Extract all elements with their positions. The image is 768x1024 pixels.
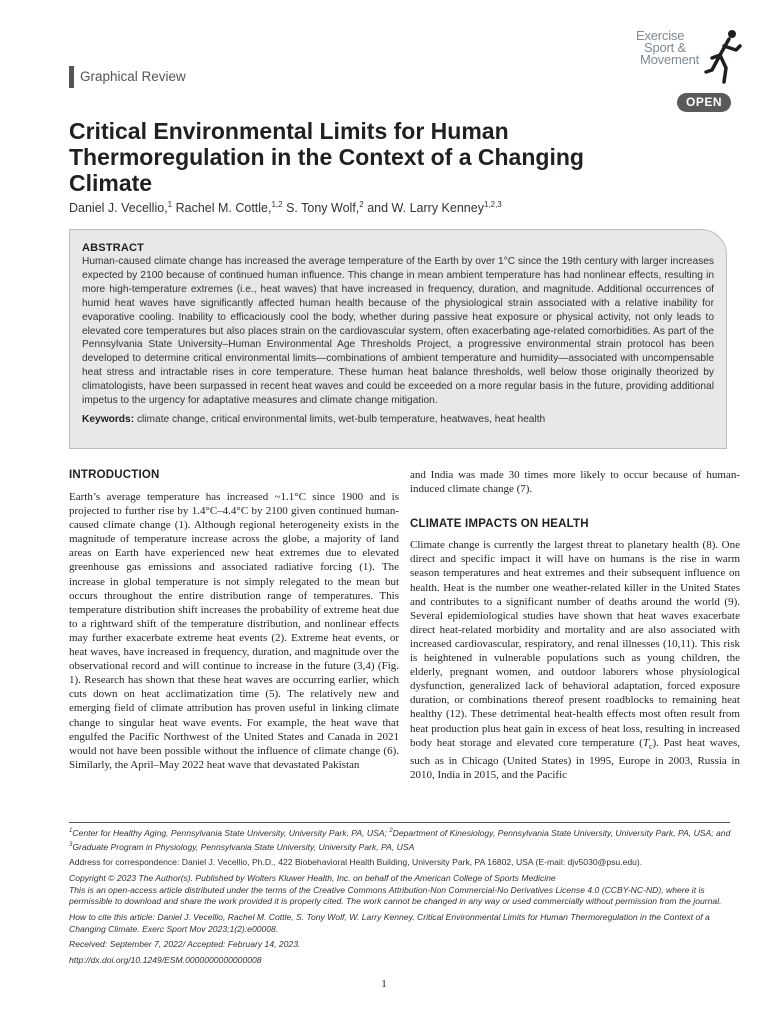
section-heading-climate-impacts: CLIMATE IMPACTS ON HEALTH	[410, 518, 589, 531]
section-heading-introduction: INTRODUCTION	[69, 469, 160, 481]
author-name: S. Tony Wolf,	[286, 201, 360, 216]
paragraph-text: Climate change is currently the largest threat to planetary health (8). One direct and specific impact it will have on humans is the rise in warm season temperatures and heat extremes and their subsequent influence on health. Heat is the number one weather-related killer in the United States and contributes to a significant number of deaths around the world (9). Several epidemiological studies have shown that heat waves exacerbate direct heat-related morbidity and mortality and are also associated with increased cardiovascular, respiratory, and renal illnesses (10,11). This risk is heightened in vulnerable populations such as young children, the elderly, pregnant women, and outdoor laborers whose physiological dysfunction, generalized lack of behavioral adaptation, forced exposure duration, or combinations thereof present roadblocks to remaining heat healthy (12). These detrimental heat-health effects most often result from heat production plus heat gain in excess of heat loss, resulting in increased body heat storage and elevated core temperature (	[410, 539, 740, 749]
affiliation-number: 1	[69, 828, 73, 834]
author-name: Daniel J. Vecellio,	[69, 201, 168, 216]
keywords	[82, 413, 714, 427]
keywords-label: Keywords:	[82, 413, 135, 425]
affiliation-text: Department of Kinesiology, Pennsylvania State University, University Park, PA, USA; and	[392, 827, 731, 838]
introduction-continuation: and India was made 30 times more likely to occur because of human-induced climate change (7).	[410, 469, 740, 496]
correspondence: Address for correspondence: Daniel J. Vecellio, Ph.D., 422 Biobehavioral Health Building, University Park, PA 16802, USA (E-mail: djv5030@psu.edu).	[69, 857, 643, 868]
author-affiliation: 1,2	[271, 200, 283, 209]
author-separator: and	[363, 201, 392, 216]
abstract-text: Human-caused climate change has increased the average temperature of the Earth by over 1°C since the 19th century with larger increases expected by 2100 because of continued human influence. This change in mean ambient temperature has had nonlinear effects, resulting in more high-temperature extremes (i.e., heat waves) that have increased in frequency, duration, and magnitude. Additional occurrences of humid heat waves have significantly affected human health because of the physiological strain associated with a relative inability for evaporative cooling. Inability to efficaciously cool the body, whether during passive heat exposure or physical activity, not only leads to elevated core temperatures but also places strain on the cardiovascular system, often exacerbating age-related comorbidities. As part of the Pennsylvania State University–Human Environmental Age Thresholds Project, a progressive environmental strain protocol has been developed to determine critical environmental limits—combinations of ambient temperature and humidity—associated with uncompensable heat stress and intractable rises in core temperature. These human heat balance thresholds, well below those originally theorized by climatologists, have been surpassed in recent heat waves and could be exceeded on a more regular basis in the future, providing additional impetus to the urgency for adaptative measures and climate change mitigation.	[82, 256, 714, 407]
author-affiliation: 1,2,3	[483, 200, 502, 209]
logo-line: Exercise	[636, 28, 685, 43]
abstract-box	[69, 229, 727, 449]
affiliation-number: 3	[69, 841, 73, 848]
left-column	[69, 469, 399, 772]
footnotes	[69, 826, 739, 971]
license-block	[69, 873, 739, 908]
citation: How to cite this article: Daniel J. Vecellio, Rachel M. Cottle, S. Tony Wolf, W. Larry Kenney. Critical Environmental Limits for Human Thermoregulation in the Context of a Changing Climate. Exerc Sport Mov 2023;1(2):e00008.	[69, 911, 710, 934]
affiliation-number: 2	[389, 828, 393, 834]
author-name: W. Larry Kenney	[391, 201, 484, 216]
footnote-divider	[69, 822, 730, 823]
right-column	[410, 468, 740, 782]
affiliation-text: Graduate Program in Physiology, Pennsylvania State University, University Park, PA, USA	[72, 841, 415, 852]
affiliation-text: Center for Healthy Aging, Pennsylvania State University, University Park, PA, USA;	[72, 827, 390, 838]
article-title: Critical Environmental Limits for Human Thermoregulation in the Context of a Changing Climate	[69, 118, 584, 196]
journal-logo	[634, 26, 744, 88]
page-number: 1	[381, 978, 387, 990]
abstract-heading: ABSTRACT	[82, 242, 145, 254]
paragraph-text: ). Past heat waves, such as in Chicago (United States) in 1995, Europe in 2003, Russia in 2010, India in 2015, and the Pacific	[410, 736, 740, 781]
logo-line: Movement	[640, 52, 700, 67]
section-label: Graphical Review	[69, 66, 186, 88]
runner-icon	[704, 28, 744, 88]
author-affiliation: 1	[167, 200, 173, 209]
license-text: This is an open-access article distributed under the terms of the Creative Commons Attribution-Non Commercial-No Derivatives License 4.0 (CCBY-NC-ND), where it is permissible to download and share the work provided it is properly cited. The work cannot be changed in any way or used commercially without permission from the journal.	[69, 884, 722, 907]
open-access-badge: OPEN	[677, 93, 731, 112]
author-name: Rachel M. Cottle,	[175, 201, 272, 216]
author-affiliation: 2	[359, 200, 364, 209]
logo-line: Sport &	[644, 40, 686, 55]
climate-impacts-paragraph	[410, 538, 740, 782]
affiliations	[69, 826, 739, 853]
received-accepted-dates: Received: September 7, 2022/ Accepted: February 14, 2023.	[69, 939, 301, 950]
keywords-text: climate change, critical environmental limits, wet-bulb temperature, heatwaves, heat health	[136, 413, 546, 425]
core-temperature-symbol: T	[642, 736, 649, 749]
introduction-paragraph: Earth’s average temperature has increased ~1.1°C since 1900 and is projected to further rise by 1.4°C–4.4°C by 2100 given continued human-caused climate change (1). Although regional heterogeneity exists in the magnitude of temperature increase across the globe, a majority of land areas on Earth have experienced new heat extremes due to elevated greenhouse gas emissions and associated radiative forcing (1). The increase in global temperature is not simply relegated to the mean but occurs throughout the entire distribution range of temperatures. This temperature distribution shift increases the probability of extreme heat due to a rightward shift of the temperature distribution, and nonlinear effects may further exacerbate extreme heat events (2). Extreme heat events, or heat waves, have increased in frequency, duration, and magnitude over the observational record and will continue to increase in the future (3,4) (Fig. 1). Research has shown that these heat waves are occurring earlier, which cuts down on heat acclimatization time (5). The relatively new and emerging field of climate attribution has proven useful in linking climate change to singular heat wave events. For example, the heat wave that engulfed the Pacific Northwest of the United States and Canada in 2021 would not have been possible without the influence of climate change (6). Similarly, the April–May 2022 heat wave that devastated Pakistan	[69, 491, 399, 771]
core-temperature-subscript: c	[648, 741, 653, 751]
author-list	[69, 200, 502, 215]
doi-link[interactable]: http://dx.doi.org/10.1249/ESM.0000000000000008	[69, 955, 262, 966]
copyright: Copyright © 2023 The Author(s). Published by Wolters Kluwer Health, Inc. on behalf of the American College of Sports Medicine	[69, 872, 556, 883]
